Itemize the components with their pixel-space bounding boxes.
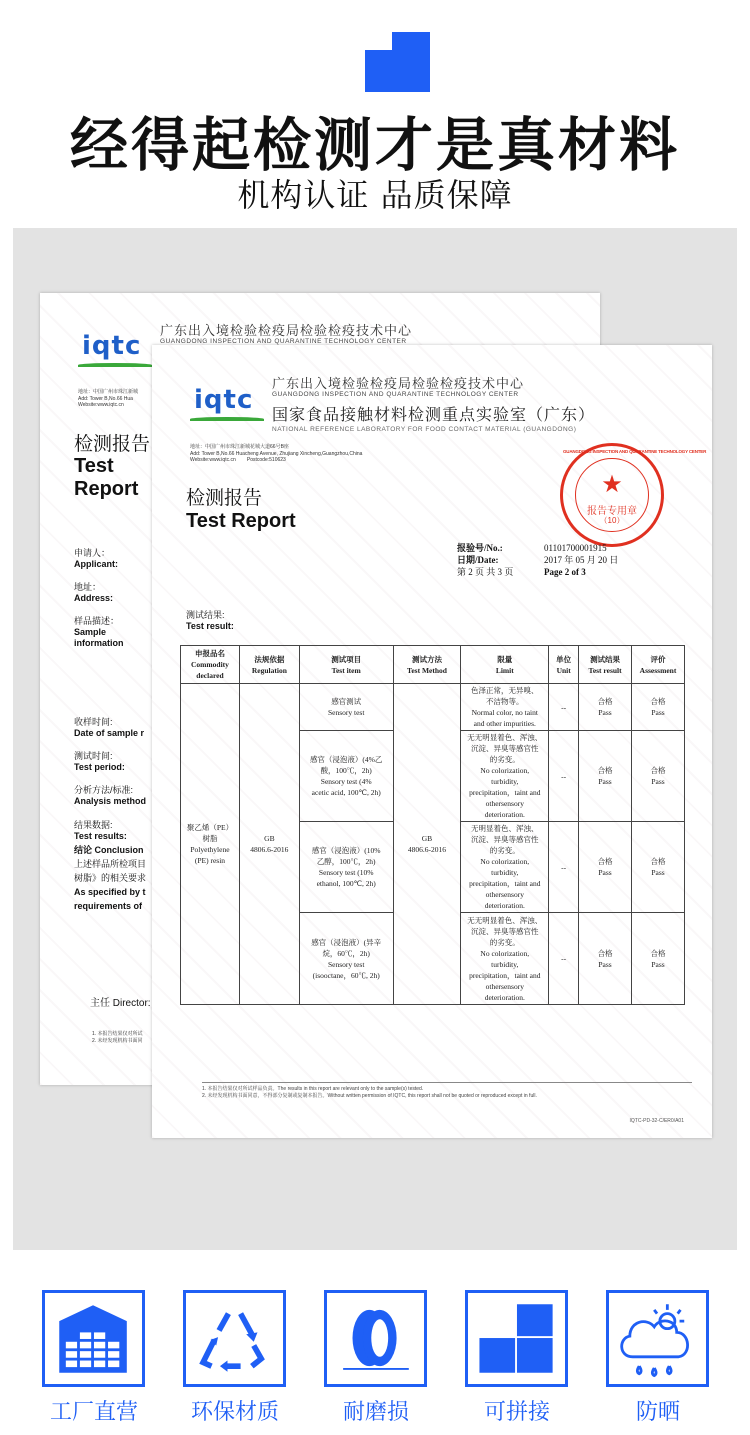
table-header-row xyxy=(181,646,685,684)
unit-cell: -- xyxy=(549,684,579,731)
limit-cell: 无无明显着色、浑浊、 沉淀、异臭等感官性 的劣变。 No colorization, turbidity, precipitation，taint and othersensory deterioration. xyxy=(461,731,549,822)
logo-swoosh xyxy=(78,363,152,367)
address-en: Add: Tower B,No.66 Hua xyxy=(78,395,133,402)
report-meta-values: 01101700001915 2017 年 05 月 20 日 Page 2 of 3 xyxy=(544,543,619,577)
limit-cell: 无无明显着色、浑浊、 沉淀、异臭等感官性 的劣变。 No colorization, turbidity, precipitation，taint and othersensory deterioration. xyxy=(461,913,549,1005)
feature-label: 耐磨损 xyxy=(342,1400,409,1425)
field-address: 地址： Address: xyxy=(74,582,114,603)
report-footnotes: 1. 本报告结果仅对所试样品负责。The results in this report are relevant only to the sample(s) tested. 2. 未经发现机构书面同意，不得部分复制或复制本报告。Without written permission of IQTC, this report shall not be quoted or reproduced except in full. xyxy=(202,1082,692,1100)
method-cell: GB 4806.6-2016 xyxy=(393,684,461,1005)
feature-recycle xyxy=(183,1290,286,1387)
test-item-cell: 感官测试 Sensory test xyxy=(299,684,393,731)
unit-cell: -- xyxy=(549,731,579,822)
iqtc-logo: iqtc xyxy=(82,331,142,361)
weather-icon xyxy=(609,1293,706,1384)
column-header: 评价 Assessment xyxy=(632,646,685,684)
report-title-cn: 检测报告 xyxy=(74,434,151,455)
star-icon: ★ xyxy=(601,471,623,498)
column-header: 法规依据 Regulation xyxy=(239,646,299,684)
website: Website:www.iqtc.cn xyxy=(78,402,124,408)
report-title-cn: 检测报告 xyxy=(186,488,263,509)
feature-label: 可拼接 xyxy=(483,1400,550,1425)
field-test-results: 结果数据: Test results: xyxy=(74,820,127,841)
test-item-cell: 感官（浸泡液）(10% 乙醇，100℃，2h) Sensory test (10% ethanol, 100℃, 2h) xyxy=(299,822,393,913)
feature-weather xyxy=(606,1290,709,1387)
field-applicant: 申请人： Applicant: xyxy=(74,548,118,569)
unit-cell: -- xyxy=(549,822,579,913)
form-code: IQTC-PD-32-C/ER0/A01 xyxy=(629,1118,684,1124)
result-cell: 合格 Pass xyxy=(579,731,632,822)
field-date-received: 收样时间: Date of sample r xyxy=(74,717,145,738)
column-header: 限量 Limit xyxy=(461,646,549,684)
conclusion: 结论 Conclusion 上述样品所检项目 树脂》的相关要求 As specified by t requirements of xyxy=(74,845,147,911)
feature-tire xyxy=(324,1290,427,1387)
subheadline: 机构认证 品质保障 xyxy=(237,176,513,214)
column-header: 测试结果 Test result xyxy=(579,646,632,684)
feature-label: 工厂直营 xyxy=(49,1400,138,1425)
assessment-cell: 合格 Pass xyxy=(632,822,685,913)
feature-label: 防晒 xyxy=(635,1400,680,1425)
limit-cell: 无明显着色、浑浊、 沉淀、异臭等感官性 的劣变。 No colorization, turbidity, precipitation，taint and othersensory deterioration. xyxy=(461,822,549,913)
assessment-cell: 合格 Pass xyxy=(632,731,685,822)
front-report-page xyxy=(152,345,712,1138)
result-cell: 合格 Pass xyxy=(579,684,632,731)
iqtc-logo: iqtc xyxy=(194,385,254,415)
field-test-period: 测试时间: Test period: xyxy=(74,751,125,772)
test-results-table xyxy=(180,645,685,1005)
org-name-cn: 广东出入境检验检疫局检验检疫技术中心 xyxy=(272,376,525,391)
director-signature-label: 主任 Director: xyxy=(90,998,151,1009)
recycle-icon xyxy=(186,1293,283,1384)
address-cn: 地址：中国广州市珠江新城 xyxy=(78,389,139,395)
test-result-heading: 测试结果: Test result: xyxy=(186,610,234,631)
official-seal-stamp: GUANGDONG INSPECTION AND QUARANTINE TECHNOLOGY CENTER ★ 报告专用章 （10） xyxy=(560,443,664,547)
report-meta-labels: 报验号/No.: 日期/Date: 第 2 页 共 3 页 xyxy=(457,543,514,577)
result-cell: 合格 Pass xyxy=(579,822,632,913)
assessment-cell: 合格 Pass xyxy=(632,913,685,1005)
test-item-cell: 感官（浸泡液）(异辛 烷，60℃，2h) Sensory test (isooctane，60℃, 2h) xyxy=(299,913,393,1005)
table-row xyxy=(181,684,685,731)
column-header: 申报品名 Commodity declared xyxy=(181,646,240,684)
logo-swoosh xyxy=(190,417,264,421)
feature-factory xyxy=(42,1290,145,1387)
regulation-cell: GB 4806.6-2016 xyxy=(239,684,299,1005)
headline: 经得起检测才是真材料 xyxy=(69,111,680,179)
report-title-en: Test Report xyxy=(74,455,139,500)
report-title-en: Test Report xyxy=(186,510,296,532)
column-header: 测试项目 Test item xyxy=(299,646,393,684)
limit-cell: 色泽正常，无异嗅、 不洁物等。 Normal color, no taint and other impurities. xyxy=(461,684,549,731)
assessment-cell: 合格 Pass xyxy=(632,684,685,731)
lab-name-en: NATIONAL REFERENCE LABORATORY FOR FOOD CONTACT MATERIAL (GUANGDONG) xyxy=(272,426,577,433)
address-block: 地址：中国广州市珠江新城花城大道66号B座 Add: Tower B,No.66 Huacheng Avenue, Zhujiang Xincheng,Guangzhou,China Website:www.iqtc.cn Postcode:510623 xyxy=(190,444,363,463)
blocks-icon xyxy=(468,1293,565,1384)
org-name-en: GUANGDONG INSPECTION AND QUARANTINE TECHNOLOGY CENTER xyxy=(272,391,519,398)
column-header: 单位 Unit xyxy=(549,646,579,684)
field-analysis-method: 分析方法/标准: Analysis method xyxy=(74,785,147,806)
address-block xyxy=(78,389,138,409)
feature-label: 环保材质 xyxy=(190,1400,279,1425)
test-item-cell: 感官（浸泡液）(4%乙 酸，100℃，2h) Sensory test (4% acetic acid, 100℃, 2h) xyxy=(299,731,393,822)
factory-icon xyxy=(45,1293,142,1384)
feature-blocks xyxy=(465,1290,568,1387)
unit-cell: -- xyxy=(549,913,579,1005)
org-name-en: GUANGDONG INSPECTION AND QUARANTINE TECHNOLOGY CENTER xyxy=(160,338,407,345)
back-notes: 1. 本报告结果仅对所试 2. 未经发现机构书面同 xyxy=(92,1031,143,1044)
org-name-cn: 广东出入境检验检疫局检验检疫技术中心 xyxy=(160,323,413,338)
lab-name-cn: 国家食品接触材料检测重点实验室（广东） xyxy=(272,407,596,424)
field-sample: 样品描述： Sample information xyxy=(74,616,124,648)
column-header: 测试方法 Test Method xyxy=(393,646,461,684)
tire-icon xyxy=(327,1293,424,1384)
result-cell: 合格 Pass xyxy=(579,913,632,1005)
commodity-cell: 聚乙烯（PE） 树脂 Polyethylene (PE) resin xyxy=(181,684,240,1005)
